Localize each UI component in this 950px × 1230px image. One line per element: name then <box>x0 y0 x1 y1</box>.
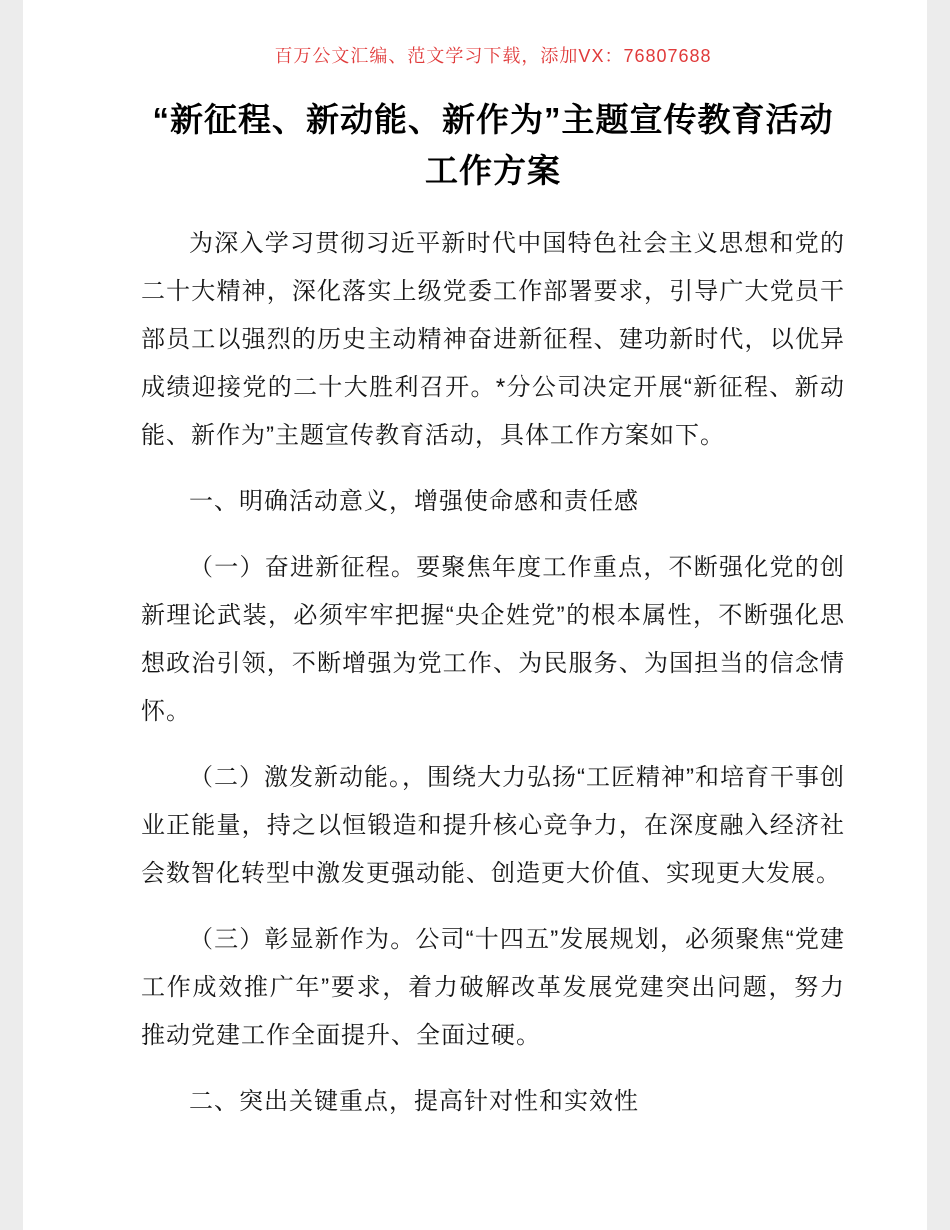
section-heading: 一、明确活动意义，增强使命感和责任感 <box>189 488 639 516</box>
document-paragraph: 为深入学习贯彻习近平新时代中国特色社会主义思想和党的二十大精神，深化落实上级党委工作部署要求，引导广大党员干部员工以强烈的历史主动精神奋进新征程、建功新时代，以优异成绩迎接党的二十大胜利召开。*分公司决定开展“新征程、新动能、新作为”主题宣传教育活动，具体工作方案如下。 <box>141 230 845 450</box>
document-page <box>23 0 927 1230</box>
document-paragraph: （二）激发新动能。，围绕大力弘扬“工匠精神”和培育干事创业正能量，持之以恒锻造和提升核心竞争力，在深度融入经济社会数智化转型中激发更强动能、创造更大价值、实现更大发展。 <box>141 764 845 888</box>
section-heading: 二、突出关键重点，提高针对性和实效性 <box>189 1088 639 1116</box>
document-title: “新征程、新动能、新作为”主题宣传教育活动工作方案 <box>152 101 834 190</box>
document-paragraph: （三）彰显新作为。公司“十四五”发展规划，必须聚焦“党建工作成效推广年”要求，着力破解改革发展党建突出问题，努力推动党建工作全面提升、全面过硬。 <box>141 926 845 1050</box>
document-paragraph: （一）奋进新征程。要聚焦年度工作重点，不断强化党的创新理论武装，必须牢牢把握“央企姓党”的根本属性，不断强化思想政治引领，不断增强为党工作、为民服务、为国担当的信念情怀。 <box>141 554 845 726</box>
promo-watermark-text: 百万公文汇编、范文学习下载，添加VX：76807688 <box>274 46 712 66</box>
document-body <box>141 220 845 1126</box>
